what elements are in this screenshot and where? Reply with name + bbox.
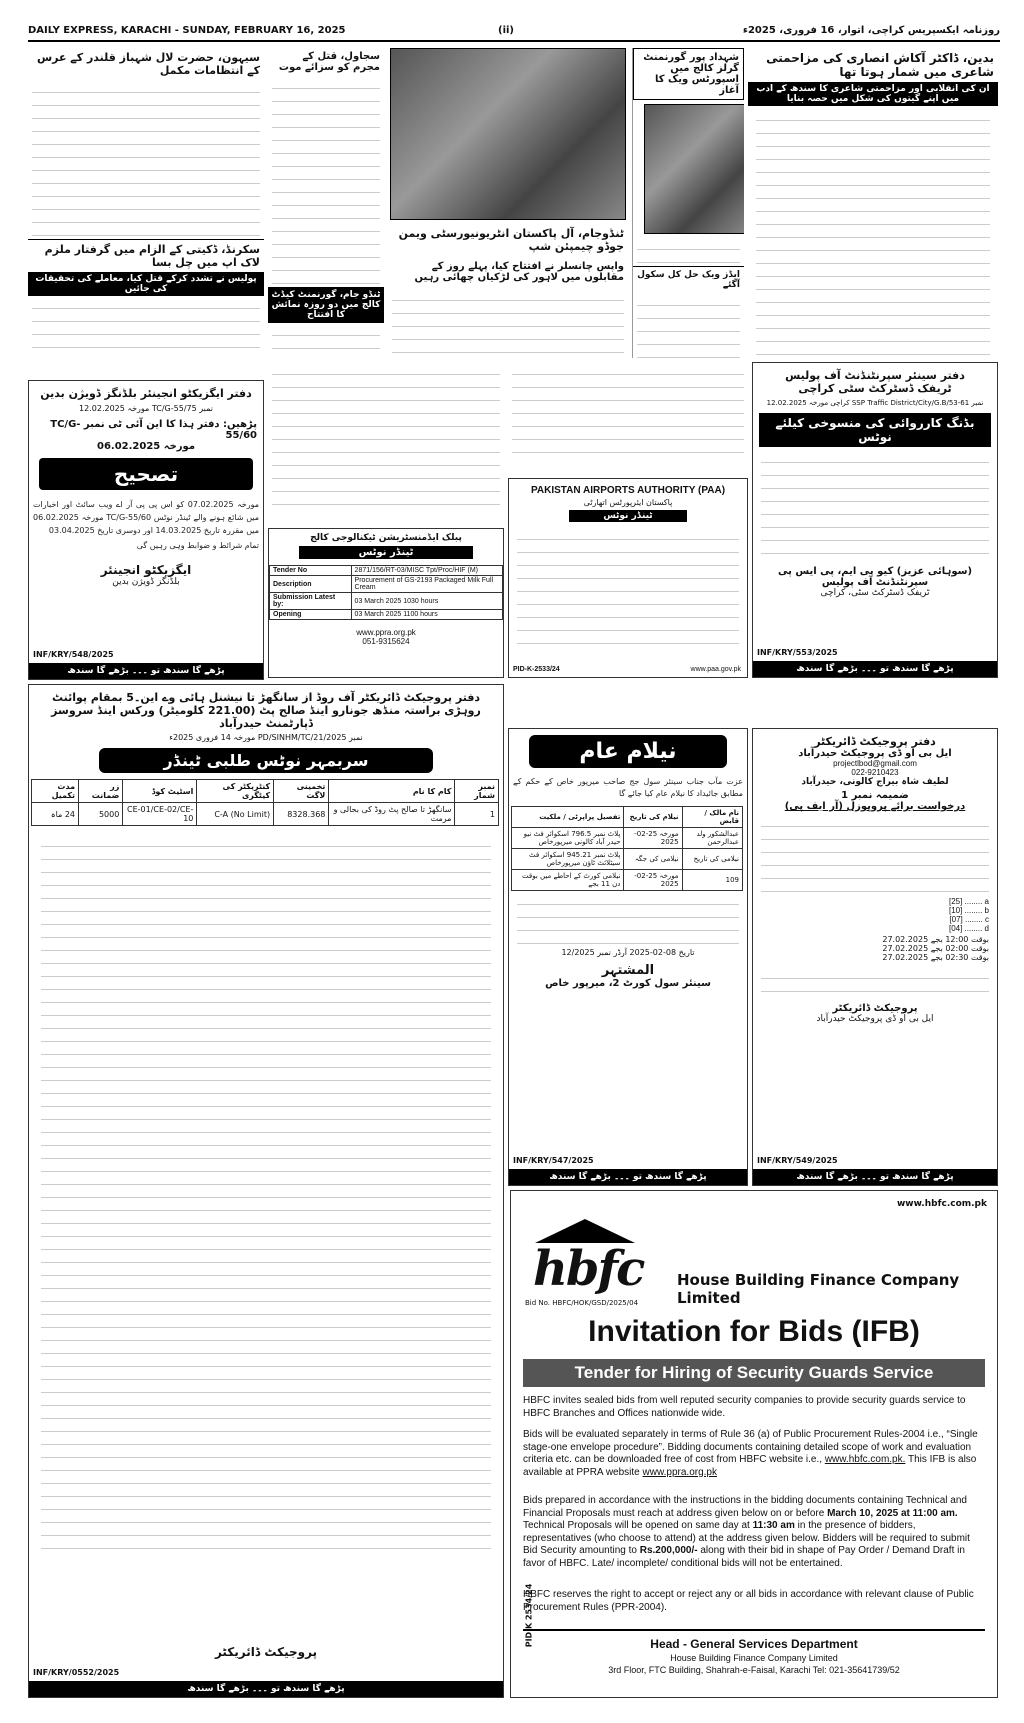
title-2: روہڑی براستہ منڈھ جونارو اینڈ صالح پٹ (221.00 کلومیٹر) ورکس اینڈ سروسز ڈپارٹمنٹ حیدرآباد xyxy=(51,704,481,730)
auction-title: نیلام عام xyxy=(529,735,727,768)
inf-code: INF/KRY/549/2025 xyxy=(757,1156,838,1165)
note: تمام شرائط و ضوابط وہی رہیں گی xyxy=(136,541,259,550)
tender-table xyxy=(269,565,503,620)
subheadline-2: پولیس نے تشدد کرکے قتل کیا، معاملے کی تحقیقات کی جائیں xyxy=(28,272,264,296)
office-sub: ٹریفک ڈسٹرکٹ سٹی کراچی xyxy=(798,382,952,395)
masthead xyxy=(28,22,1000,42)
read-line: پڑھیں: دفتر ہذا کا این آئی ٹی نمبر TC/G-55/60 xyxy=(50,419,257,441)
auction-table xyxy=(511,806,743,891)
hbfc-footer xyxy=(523,1629,985,1689)
inf-code: INF/KRY/547/2025 xyxy=(513,1156,594,1165)
footer-address: 3rd Floor, FTC Building, Shahrah-e-Faisal, Karachi Tel: 021-35641739/52 xyxy=(608,1665,900,1675)
corrigendum: ضمیمہ نمبر 1 xyxy=(841,790,909,801)
date-line: تاریخ 08-02-2025 آرڈر نمبر 12/2025 xyxy=(561,948,695,957)
list-item: [25] ........ a xyxy=(948,897,989,906)
paa-notice: ٹینڈر نوٹس xyxy=(569,510,687,522)
footer-slogan: پڑھے گا سندھ تو ۔۔۔ بڑھے گا سندھ xyxy=(753,661,997,677)
table-row: عبدالشکور ولد عبدالرحمن مورخہ 25-02-2025 پلاٹ نمبر 796.5 اسکوائر فٹ نیو حیدر آباد کالونی میرپورخاص xyxy=(512,828,743,849)
table-row: Tender No 2871/156/RT-03/MISC Tpt/Proc/HIF (M) xyxy=(270,566,503,576)
date-line: مورخہ 06.02.2025 xyxy=(96,441,196,452)
table-row: 1 سانگھڑ تا صالح پٹ روڈ کی بحالی و مرمت 8328.368 C-A (No Limit) CE-01/CE-02/CE-10 5000 24 ماہ xyxy=(32,803,499,826)
page-number: (ii) xyxy=(498,25,514,36)
office: دفتر سینئر سپرنٹنڈنٹ آف پولیس xyxy=(785,369,965,382)
ad-lbod xyxy=(752,728,998,1186)
table-row: Opening 03 March 2025 1100 hours xyxy=(270,610,503,620)
office: دفتر پروجیکٹ ڈائریکٹر xyxy=(814,735,936,748)
hbfc-link[interactable]: www.hbfc.com.pk. xyxy=(824,1454,906,1465)
rfp-title: درخواست برائے پروپوزل (آر ایف پی) xyxy=(784,801,966,812)
office-sub: ایل بی او ڈی پروجیکٹ حیدرآباد xyxy=(798,748,952,759)
article-judo xyxy=(388,48,628,358)
footer-slogan: پڑھے گا سندھ تو ۔۔۔ بڑھے گا سندھ xyxy=(753,1169,997,1185)
article-middle xyxy=(268,362,504,524)
email: projectlbod@gmail.com xyxy=(833,759,917,768)
caption: واپس چانسلر نے افتتاح کیا، پہلے روز کے مقابلوں میں لاہور کی لڑکیاں چھائی رہیں xyxy=(414,261,624,283)
footer-slogan: پڑھے گا سندھ تو ۔۔۔ بڑھے گا سندھ xyxy=(29,663,263,679)
para-3: Bids prepared in accordance with the instructions in the bidding documents containing Technical and Financial Proposals must reach at address given below on or before March 10, 2025 at 11:00 am. Technical Proposals will be opened on same day at 11:30 am in the presence of bidders, representatives (who choose to attend) at the address given below. Bidders will be required to submit Bid Security amounting to Rs.200,000/- along with their bid in shape of Pay Order / Demand Draft in favor of HBFC. Late/ incomplete/ conditional bids will not be entertained. xyxy=(523,1495,970,1569)
ad-tasheeh xyxy=(28,380,264,680)
ad-auction xyxy=(508,728,748,1186)
article-badin xyxy=(748,48,998,358)
table-row: Submission Latest by: 03 March 2025 1030 hours xyxy=(270,593,503,610)
footer-company: House Building Finance Company Limited xyxy=(670,1653,838,1663)
paa-subtitle: پاکستان ایئرپورٹس اتھارٹی xyxy=(583,498,673,507)
ppra-link[interactable]: www.ppra.org.pk xyxy=(356,628,416,637)
ref: نمبر SSP Traffic District/City/G.B/53-61 کراچی مورخہ 12.02.2025 xyxy=(766,399,984,407)
hbfc-website[interactable]: www.hbfc.com.pk xyxy=(896,1199,987,1209)
entries xyxy=(753,897,997,933)
subheadline: ان کی انقلابی اور مزاحمتی شاعری کا سندھ کے ادب میں اپنے گیتوں کی شکل میں حصہ بنایا xyxy=(748,82,998,106)
address: لطیف شاہ بیراج کالونی، حیدرآباد xyxy=(801,777,949,787)
title: بڈنگ کارروائی کی منسوخی کیلئے نوٹس xyxy=(759,413,991,447)
signature: پروجیکٹ ڈائریکٹر xyxy=(832,1003,918,1014)
masthead-left: DAILY EXPRESS, KARACHI - SUNDAY, FEBRUARY 16, 2025 xyxy=(28,25,346,36)
ref: نمبر PD/SINHM/TC/21/2025 مورخہ 14 فروری 2025ء xyxy=(169,733,363,742)
signature-sub: ایل بی او ڈی پروجیکٹ حیدرآباد xyxy=(816,1014,934,1024)
table-row: Description Procurement of GS-2193 Packaged Milk Full Cream xyxy=(270,576,503,593)
subheadline: ایڈز ویک حل کل سکول آگئے xyxy=(633,266,744,293)
pid-code: PID K 2534/24 xyxy=(524,1583,534,1648)
table-header: نام مالک / قابض نیلام کی تاریخ تفصیل پراپرٹی / ملکیت xyxy=(512,807,743,828)
para-1: HBFC invites sealed bids from well reputed security companies to provide security guards service to HBFC Branches and Offices nationwide wide. xyxy=(523,1395,966,1419)
subheadline: ٹنڈو جام، گورنمنٹ کیڈٹ کالج میں دو روزہ نمائش کا افتتاح xyxy=(268,287,384,323)
judo-photo xyxy=(390,48,626,220)
article-shahdadpur xyxy=(632,48,744,358)
signature-sub: بلڈنگز ڈویژن بدین xyxy=(112,577,180,587)
ppra-link[interactable]: www.ppra.org.pk xyxy=(642,1466,717,1478)
org-name: پبلک ایڈمنسٹریشن ٹیکنالوجی کالج xyxy=(310,533,462,543)
sign-title: سپرنٹنڈنٹ آف پولیس xyxy=(821,577,929,588)
tender-title: Tender for Hiring of Security Guards Service xyxy=(523,1359,985,1387)
article-sehwan xyxy=(28,48,264,358)
footer-title: Head - General Services Department xyxy=(650,1637,858,1651)
paa-title: PAKISTAN AIRPORTS AUTHORITY (PAA) xyxy=(530,485,726,496)
ad-hbfc xyxy=(510,1190,998,1698)
footer-slogan: پڑھے گا سندھ تو ۔۔۔ بڑھے گا سندھ xyxy=(29,1681,503,1697)
para-2: Bids will be evaluated separately in terms of Rule 36 (a) of Public Procurement Rules-2004 i.e., “Single stage-one envelope procedure”. Bidding documents containing detailed scope of work and evaluation criteria etc. can be downloaded free of cost from HBFC website i.e., www.hbfc.com.pk. This IFB is also available at PPRA website www.ppra.org.pk xyxy=(523,1429,978,1478)
list-item: [07] ........ c xyxy=(949,915,989,924)
headline: شہداد پور گورنمنٹ گرلز کالج میں اسپورٹس ویک کا آغاز xyxy=(633,48,744,100)
office-name: دفتر ایگزیکٹو انجینئر بلڈنگز ڈویژن بدین xyxy=(40,387,252,400)
masthead-right: روزنامہ ایکسپریس کراچی، اتوار، 16 فروری، 2025ء xyxy=(742,25,1000,36)
banner: سربمہر نوٹس طلبی ٹینڈر xyxy=(99,748,433,773)
works-table xyxy=(31,779,499,826)
date-2: بوقت 02:00 بجے 27.02.2025 xyxy=(882,944,989,953)
paa-pid: PID-K-2533/24 xyxy=(513,666,560,673)
inf-code: INF/KRY/0552/2025 xyxy=(33,1668,120,1677)
inf-code: INF/KRY/548/2025 xyxy=(33,650,114,659)
house-roof-icon xyxy=(535,1219,635,1243)
list-item: [10] ........ b xyxy=(948,906,989,915)
article-middle-2 xyxy=(508,362,748,474)
headline: ٹنڈوجام، آل پاکستان انٹریونیورسٹی ویمن جوڈو چیمپئن شپ xyxy=(398,227,624,253)
footer-slogan: پڑھے گا سندھ تو ۔۔۔ بڑھے گا سندھ xyxy=(509,1169,747,1185)
date-1: بوقت 12:00 بجے 27.02.2025 xyxy=(882,935,989,944)
date-3: بوقت 02:30 بجے 27.02.2025 xyxy=(882,953,989,962)
list-item: [04] ........ d xyxy=(948,924,989,933)
officer: المشتہر xyxy=(601,963,655,978)
headline: سجاول، قتل کے مجرم کو سزائے موت xyxy=(278,51,380,73)
inf-code: INF/KRY/553/2025 xyxy=(757,648,838,657)
signature: پروجیکٹ ڈائریکٹر xyxy=(214,1645,318,1659)
ifb-title: Invitation for Bids (IFB) xyxy=(588,1315,920,1348)
phone: 022-9210423 xyxy=(851,768,899,777)
title-1: دفتر پروجیکٹ ڈائریکٹر آف روڈ از سانگھڑ تا نیشنل ہائی وے این۔5 بمقام پوائنٹ xyxy=(51,691,481,704)
officer-sub: سینئر سول کورٹ 2، میرپور خاص xyxy=(545,978,711,989)
table-row: 109 مورخہ 25-02-2025 نیلامی کورٹ کے احاطے میں بوقت دن 11 بجے xyxy=(512,870,743,891)
ad-paa xyxy=(508,478,748,678)
paa-site[interactable]: www.paa.gov.pk xyxy=(690,666,741,673)
ad-traffic-police xyxy=(752,362,998,678)
sports-photo xyxy=(644,104,744,234)
ad-project-director xyxy=(28,684,504,1698)
signature: ایگزیکٹو انجینئر xyxy=(100,563,192,577)
body: مورخہ 07.02.2025 کو اس پی پی آر اے ویب سائٹ اور اخبارات میں شائع ہونے والے ٹینڈر نوٹس TC/G-55/60 مورخہ 06.02.2025 میں مقررہ تاریخ 14.03.2025 اور دوسری تاریخ 03.04.2025 xyxy=(33,500,259,535)
sign-sub: ٹریفک ڈسٹرکٹ سٹی، کراچی xyxy=(820,588,930,598)
article-body xyxy=(748,106,998,358)
article-sajawal xyxy=(268,48,384,358)
phone: 051-9315624 xyxy=(362,637,410,646)
ref-number: نمبر TC/G-55/75 مورخہ 12.02.2025 xyxy=(79,404,213,413)
headline: بدین، ڈاکٹر آکاش انصاری کی مزاحمتی شاعری میں شمار ہوتا تھا xyxy=(766,51,994,79)
table-row: نیلامی کی تاریخ نیلامی کی جگہ پلاٹ نمبر 945.21 اسکوائر فٹ سیٹلائٹ ٹاؤن میرپورخاص xyxy=(512,849,743,870)
logo-text: hbfc xyxy=(533,1241,644,1297)
headline: سیہون، حضرت لال شہباز قلندر کے عرس کے انتظامات مکمل xyxy=(36,51,260,77)
intro: عزت مآب جناب سینئر سول جج صاحب میرپور خاص کے حکم کے مطابق جائیداد کا نیلام عام کیا جائے گا xyxy=(513,777,743,798)
bid-number: Bid No. HBFC/HOK/GSD/2025/04 xyxy=(525,1299,639,1307)
ad-tender-notice xyxy=(268,528,504,678)
sign-name: (سوہائی عزیز) کیو پی ایم، پی ایس پی xyxy=(777,566,973,577)
subheadline: سکرنڈ، ڈکیتی کے الزام میں گرفتار ملزم لاک اپ میں چل بسا xyxy=(28,239,264,272)
para-4: HBFC reserves the right to accept or reject any or all bids in accordance with relevant clause of Public Procurement Rules (PPR-2004). xyxy=(523,1589,974,1613)
company-name: House Building Finance Company Limited xyxy=(677,1271,960,1307)
title-banner: تصحیح xyxy=(39,458,253,490)
notice-title: ٹینڈر نوٹس xyxy=(299,546,473,559)
table-header: نمبر شمار کام کا نام تخمینی لاگت کنٹریکٹر کی کیٹگری اسٹیٹ کوڈ زر ضمانت مدت تکمیل xyxy=(32,780,499,803)
